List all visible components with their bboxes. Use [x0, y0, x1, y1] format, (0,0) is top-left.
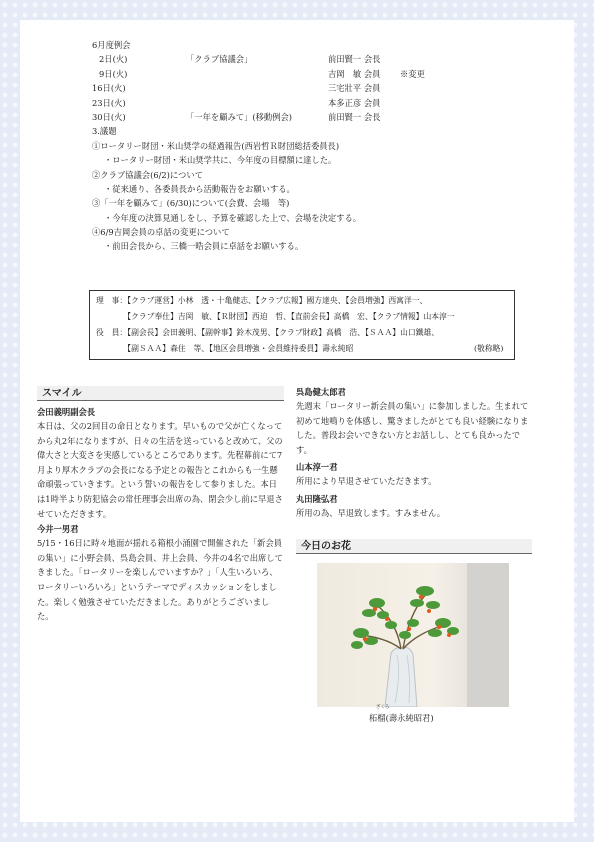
schedule-heading: 6月度例会	[92, 40, 131, 50]
flower-caption: 柘榴(壽永純昭君)	[369, 713, 434, 723]
member-message: 所用の為、早退致します。すみません。	[296, 507, 446, 518]
honorific-note: (敬称略)	[474, 344, 504, 353]
member-message: 先週末「ロータリー新会員の集い」に参加しました。生まれて初めて地鳴りを体感し、驚きましたがとても良い経験になりました。普段お会いできない方とお話しし、とても良かったです。	[296, 401, 529, 455]
schedule-row	[92, 67, 452, 81]
schedule-row	[92, 96, 452, 110]
schedule-title: 「一年を顧みて」(移動例会)	[186, 111, 293, 122]
member-name: 丸田隆弘君	[296, 493, 338, 504]
agenda-item: ③「一年を顧みて」(6/30)について(会費、会場 等)	[92, 198, 290, 209]
flower-ruby: ざくろ	[376, 705, 390, 710]
flower-heading	[296, 539, 532, 554]
schedule-speaker: 三宅壯平 会員	[328, 83, 381, 94]
smile-heading	[37, 386, 284, 401]
agenda-item: ④6/9吉岡会員の卓話の変更について	[92, 227, 230, 238]
flower-heading-text: 今日のお花	[301, 541, 351, 552]
agenda-detail: ・前田会長から、三橋一晧会員に卓話をお願いする。	[104, 241, 304, 252]
member-message: 5/15・16日に時々地面が揺れる箱根小涌園で開催された「新会員の集い」に小野会員、呉島会員、井上会員、今井の4名で出席してきました。「ロータリーを楽しんでいますか？」「人生いろいろ、ロータリーいろいろ」というテーマでディスカッションをしました。楽しく勉強させていただきました。ありがとうございました。	[37, 538, 283, 622]
schedule-row	[92, 81, 452, 95]
smile-heading-text: スマイル	[42, 388, 82, 399]
member-name: 今井一男君	[37, 524, 79, 535]
member-message: 本日は、父の2回目の命日となります。早いもので父が亡くなってから丸2年になりますが、日々の生活を送っていると改めて、父の偉大さと大変さを実感しているところであります。先程幕前にて7月より厚木クラブの会長になる予定との報告とこれからも一生懸命頑張っていきます。という誓いの報告をして参りました。本日は1時半より防犯協会の常任理事会出席の為、閉会少し前に早退させていただきます。	[37, 421, 283, 519]
schedule-date: 2日(火)	[99, 54, 128, 65]
agenda-detail: ・従来通り、各委員長から活動報告をお願いする。	[104, 183, 295, 194]
smile-column-right	[296, 385, 532, 521]
schedule-note: ※変更	[400, 68, 425, 79]
officers-line: 【副ＳＡＡ】森住 等、【地区会員増強・会員維持委員】壽永純昭	[96, 344, 354, 353]
officers-box	[89, 290, 515, 360]
schedule-row	[92, 110, 452, 124]
schedule-date: 23日(火)	[92, 97, 126, 108]
agenda-item: ①ロータリー財団・米山奨学の経過報告(西岩哲Ｒ財団総括委員長)	[92, 140, 340, 151]
member-name: 呉島健太郎君	[296, 387, 346, 397]
schedule-row	[92, 52, 452, 66]
schedule-speaker: 前田賢一 会長	[328, 111, 381, 122]
schedule-date: 30日(火)	[92, 111, 126, 122]
schedule-date: 9日(火)	[99, 68, 128, 79]
agenda-detail: ・ロータリー財団・米山奨学共に、今年度の目標額に達した。	[104, 155, 337, 166]
agenda-item: ②クラブ協議会(6/2)について	[92, 169, 203, 180]
officers-line: 役 員：【副会長】会田義明、【副幹事】鈴木茂男、【クラブ財政】高橋 浩、【ＳＡＡ】山口鐵雄、	[96, 328, 440, 337]
member-message: 所用により早退させていただきます。	[296, 476, 437, 487]
meeting-schedule	[92, 38, 452, 254]
officers-line: 理 事：【クラブ運営】小林 透・十亀健志、【クラブ広報】國方達央、【会員増強】西寓洋一、	[96, 296, 428, 305]
smile-column-left	[37, 405, 284, 624]
schedule-speaker: 吉岡 敏 会員	[328, 68, 381, 79]
officers-line: 【クラブ奉仕】吉岡 敏、【Ｒ財団】西迫 哲、【直前会長】高橋 宏、【クラブ情報】山本淳一	[96, 312, 455, 321]
agenda-detail: ・今年度の決算見通しをし、予算を確認した上で、会場を決定する。	[104, 212, 362, 223]
member-name: 会田義明副会長	[37, 407, 96, 417]
schedule-title: 「クラブ協議会」	[186, 54, 253, 65]
schedule-speaker: 本多正彦 会員	[328, 97, 381, 108]
member-name: 山本淳一君	[296, 462, 338, 473]
agenda-heading: 3.議題	[92, 126, 117, 137]
flower-photo	[317, 563, 509, 707]
schedule-date: 16日(火)	[92, 83, 126, 94]
schedule-speaker: 前田賢一 会長	[328, 54, 381, 65]
flower-arrangement-icon	[317, 563, 509, 707]
